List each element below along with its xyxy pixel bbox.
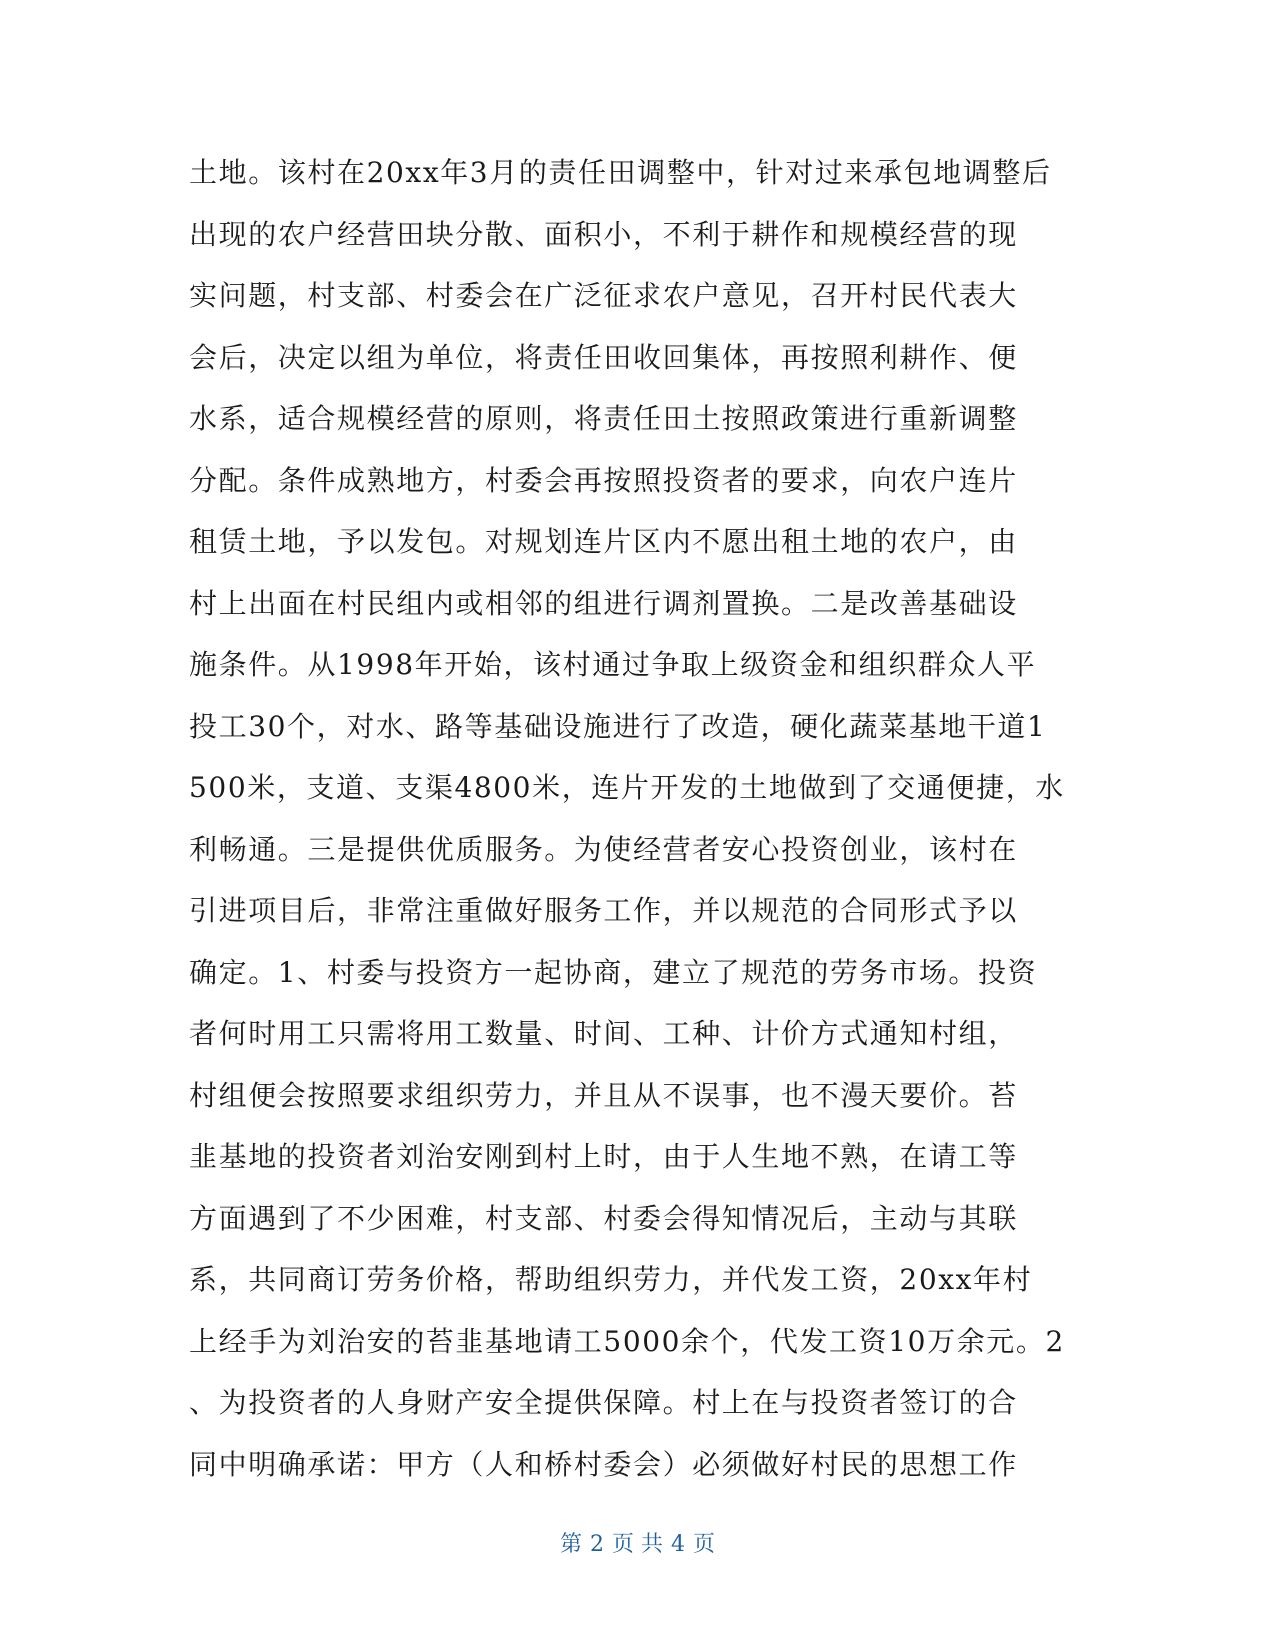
text-line: 500米，支道、支渠4800米，连片开发的土地做到了交通便捷，水 [189,771,1065,804]
text-line: 、为投资者的人身财产安全提供保障。村上在与投资者签订的合 [189,1386,1018,1419]
text-line: 方面遇到了不少困难，村支部、村委会得知情况后，主动与其联 [189,1201,1018,1235]
text-line: 者何时用工只需将用工数量、时间、工种、计价方式通知村组， [189,1017,1018,1050]
text-line: 系，共同商订劳务价格，帮助组织劳力，并代发工资，20xx年村 [189,1263,1033,1296]
text-line: 土地。该村在20xx年3月的责任田调整中，针对过来承包地调整后 [189,156,1052,189]
text-line: 同中明确承诺：甲方（人和桥村委会）必须做好村民的思想工作 [189,1447,1018,1481]
text-line: 利畅通。三是提供优质服务。为使经营者安心投资创业，该村在 [189,832,1018,866]
text-line: 分配。条件成熟地方，村委会再按照投资者的要求，向农户连片 [189,463,1018,497]
text-line: 村上出面在村民组内或相邻的组进行调剂置换。二是改善基础设 [189,586,1018,620]
text-line: 施条件。从1998年开始，该村通过争取上级资金和组织群众人平 [189,648,1037,681]
page-label-prefix: 第 [559,1532,582,1557]
text-line: 引进项目后，非常注重做好服务工作，并以规范的合同形式予以 [189,894,1018,927]
text-line: 韭基地的投资者刘治安刚到村上时，由于人生地不熟，在请工等 [189,1140,1018,1173]
body-text [189,142,1089,1495]
text-line: 上经手为刘治安的苔韭基地请工5000余个，代发工资10万余元。2 [189,1324,1065,1358]
page-footer [0,1527,1275,1558]
text-line: 村组便会按照要求组织劳力，并且从不误事，也不漫天要价。苔 [189,1078,1018,1112]
page-label-suffix: 页 [693,1532,716,1557]
current-page-number: 2 [590,1532,604,1557]
total-pages-number: 4 [671,1532,685,1557]
text-line: 水系，适合规模经营的原则，将责任田土按照政策进行重新调整 [189,402,1018,435]
text-line: 会后，决定以组为单位，将责任田收回集体，再按照利耕作、便 [189,340,1018,374]
text-line: 确定。1、村委与投资方一起协商，建立了规范的劳务市场。投资 [189,955,1038,989]
text-line: 租赁土地，予以发包。对规划连片区内不愿出租土地的农户，由 [189,525,1018,558]
text-line: 出现的农户经营田块分散、面积小，不利于耕作和规模经营的现 [189,217,1018,251]
text-line: 实问题，村支部、村委会在广泛征求农户意见，召开村民代表大 [189,279,1018,312]
text-line: 投工30个，对水、路等基础设施进行了改造，硬化蔬菜基地干道1 [189,709,1047,743]
page-label-mid: 页 共 [612,1532,663,1557]
